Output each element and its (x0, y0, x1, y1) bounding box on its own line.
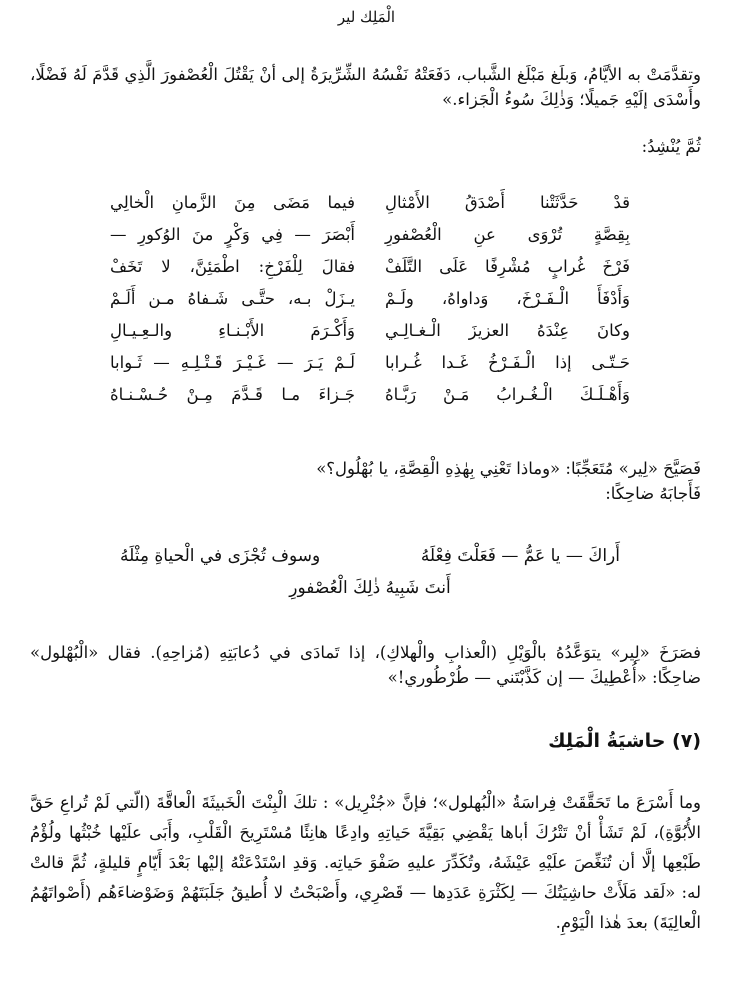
verse-gap (355, 346, 385, 378)
verse-row (110, 314, 630, 346)
paragraph-1-intro: ثُمَّ يُنْشِدُ: (641, 137, 701, 156)
paragraph-4: وما أَسْرَعَ ما تَحَقَّقَتْ فِراسَةُ «الْبُهلول»؛ فإنَّ «جُنْرِيل» : تلكَ الْبِنْتَ الْخَبيثَةَ الْعاقَّةَ (الّتي لَمْ تُراعِ حَقَّ الأُبُوَّةِ)، لَمْ تَشَأْ أنْ تَتْرُكَ أباها يَقْضِي بَقِيَّةَ حَياتِهِ وادِعًا هانِئًا مُسْتَرِيحَ الْقَلْبِ، وأَبَى علَيْها خُبْثُها ولُؤْمُ طَبْعِها إلَّا أن تُنَغِّصَ علَيْهِ عَيْشَهُ، وتُكَدِّرَ عليهِ صَفْوَ حَياتِه. وَقدِ اسْتَدْعَتْهُ إليْها بَعْدَ أَيّامٍ قليلةٍ، ثُمَّ قالتْ له: «لَقد مَلَأَتْ حاشِيَتُكَ — لِكَثْرَةِ عَدَدِها — قَصْرِي، وأَصْبَحْتُ لا أُطيقُ جَلَبَتَهُمْ وَضَوْضاءَهُم (أَصْواتَهُمُ الْعالِيَةَ) بعدَ هٰذا الْيَوْمِ. (30, 793, 701, 932)
verse-gap (355, 378, 385, 410)
paragraph-1: وتقدَّمَتْ به الأيَّامُ، وَبلَغ مَبْلَغ الشَّباب، دَفَعَتْهُ نَفْسُهُ الشِّرِّيرَةُ إلى أنْ يَقْتُلَ الْعُصْفورَ الَّذِي قَدَّمَ لَهُ فَضْلًا، وأَسْدَى إلَيْهِ جَميلًا؛ وَذٰلِكَ سُوءُ الْجَزاء.» (30, 65, 701, 109)
verse-second-hemistich: لَـمْ يَـرَ — غَـيْـرَ قَـتْـلِـهِ — ثَـوابا (110, 352, 355, 372)
verse-first-hemistich: حَـتّـى إذا الْـفَـرْخُ غَـدا غُـرابا (385, 352, 630, 372)
paragraph-2-line-2: فَأَجابَهُ ضاحِكًا: (605, 484, 701, 503)
verse-second-hemistich: فيما مَضَى مِنَ الزَّمانِ الْخالِي (110, 192, 355, 212)
verse-row (110, 378, 630, 410)
verse-gap (355, 250, 385, 282)
running-head: الْمَلِك لير (337, 8, 396, 26)
verse-row (110, 282, 630, 314)
verse-gap (355, 314, 385, 346)
verse-row (110, 346, 630, 378)
verse-second-hemistich: وَأَكْـرَمَ الأَبْـنـاءِ والـعِـيـالِ (110, 320, 355, 340)
verse-row (110, 186, 630, 218)
couplet (120, 540, 620, 604)
verse-row (110, 250, 630, 282)
verse-second-hemistich: يـزَلْ بـه، حتَّـى شَـفاهُ مـن أَلَـمْ (110, 288, 355, 308)
couplet-left: وسوف تُجْزَى في الْحياةِ مِثْلَهُ (120, 546, 321, 566)
verse-first-hemistich: فَرْخَ غُرابٍ مُشْرِفًا عَلَى التَّلَفْ (385, 256, 630, 276)
verse-gap (355, 186, 385, 218)
section-title: (٧) حاشيَةُ الْمَلِك (548, 730, 701, 752)
paragraph-2-line-1: فَصَيَّحَ «لِير» مُتَعَجِّبًا: «وماذا تَعْنِي بِهٰذِهِ الْقِصَّةِ، يا بُهْلُول؟» (316, 459, 701, 478)
verse-row (110, 218, 630, 250)
paragraph-2 (30, 456, 701, 506)
poem-verses (110, 186, 630, 410)
paragraph-3: فصَرَخَ «لِير» يتوَعَّدُهُ بالْوَيْلِ (الْعذابِ والْهلاكِ)، إذا تَمادَى في دُعابَتِهِ (مُزاحِهِ). فقال «الْبُهْلول» ضاحِكًا: «أُعْطِيكَ — إن كَذَّبْتَني — طُرْطُوري!» (30, 643, 701, 687)
couplet-center: أَنتَ شَبِيهُ ذٰلِكَ الْعُصْفورِ (289, 578, 451, 598)
verse-second-hemistich: جَـزاءَ مـا قَـدَّمَ مِـنْ حُـسْـنـاهُ (110, 384, 355, 404)
couplet-right: أَراكَ — يا عَمُّ — فَعَلْتَ فِعْلَهُ (420, 546, 620, 566)
verse-gap (355, 282, 385, 314)
verse-second-hemistich: فقالَ لِلْفَرْخِ: اطْمَئِنَّ، لا تَخَفْ (110, 256, 355, 276)
verse-gap (355, 218, 385, 250)
verse-first-hemistich: وَأَهْـلَـكَ الْـغُـرابُ مَـنْ رَبَّـاهُ (385, 384, 630, 404)
verse-first-hemistich: وكانَ عِنْدَهُ العزيزَ الْـغـالِـي (385, 320, 630, 340)
verse-first-hemistich: قدْ حَدَّثَتْنا أَصْدَقُ الأَمْثالِ (385, 192, 630, 212)
verse-first-hemistich: وَأَدْفَأَ الْـفَـرْخَ، وَداواهُ، ولَـمْ (385, 288, 630, 308)
verse-second-hemistich: أَبْصَرَ — فِي وَكْرٍ منَ الوُكورِ — (110, 224, 355, 244)
verse-first-hemistich: بِقِصَّةٍ تُرْوَى عنِ الْعُصْفورِ (385, 224, 630, 244)
couplet-row (120, 540, 620, 572)
